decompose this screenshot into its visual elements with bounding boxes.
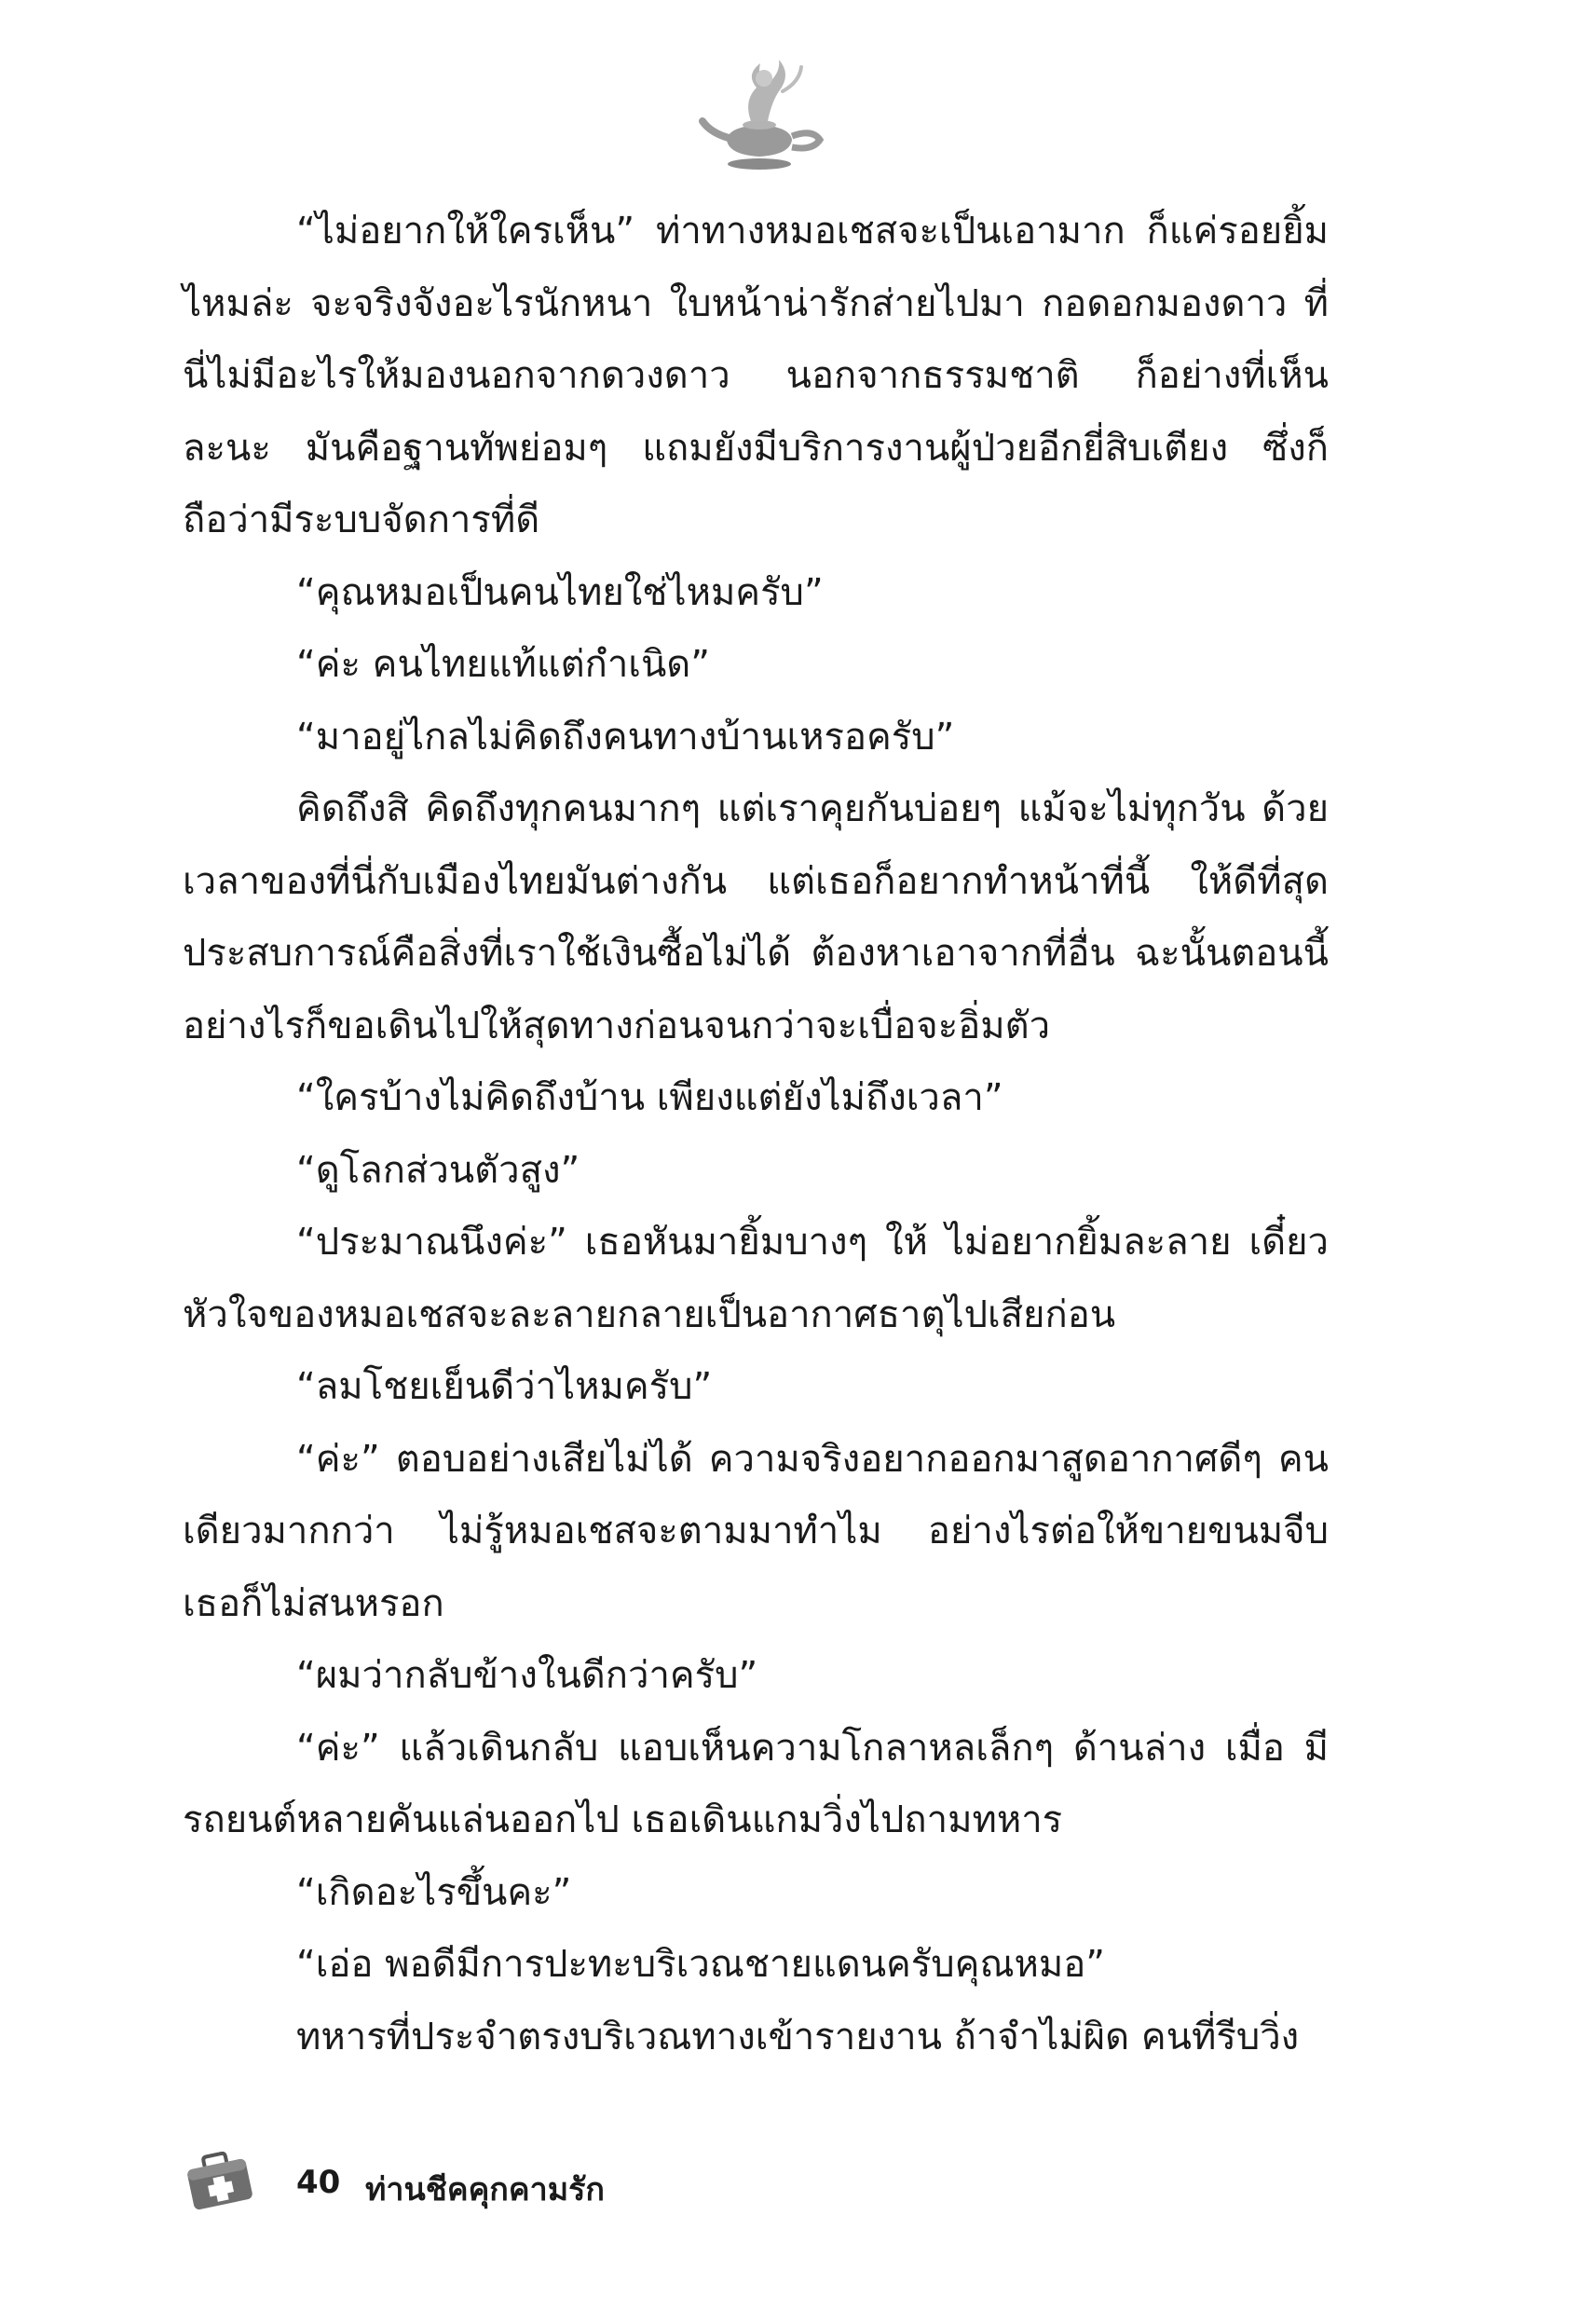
paragraph: “ค่ะ” แล้วเดินกลับ แอบเห็นความโกลาหลเล็กๆ ด้านล่าง เมื่อ มีรถยนต์หลายคันแล่นออกไป เธอเดินแกมวิ่งไปถามทหาร xyxy=(183,1726,1329,1841)
paragraph: “คุณหมอเป็นคนไทยใช่ไหมครับ” xyxy=(296,570,824,614)
page-footer xyxy=(183,2143,928,2218)
magic-lamp-icon xyxy=(689,54,829,175)
paragraph: “เอ่อ พอดีมีการปะทะบริเวณชายแดนครับคุณหมอ” xyxy=(296,1943,1106,1986)
paragraph: ทหารที่ประจำตรงบริเวณทางเข้ารายงาน ถ้าจำไม่ผิด คนที่รีบวิ่ง xyxy=(296,2015,1300,2058)
paragraph: “ใครบ้างไม่คิดถึงบ้าน เพียงแต่ยังไม่ถึงเวลา” xyxy=(296,1076,1003,1119)
paragraph: “ผมว่ากลับข้างในดีกว่าครับ” xyxy=(296,1654,758,1697)
body-text xyxy=(183,196,1329,2073)
book-title: ท่านชีคคุกคามรัก xyxy=(365,2171,605,2208)
medical-bag-icon xyxy=(183,2143,257,2218)
paragraph: “ค่ะ” ตอบอย่างเสียไม่ได้ ความจริงอยากออกมาสูดอากาศดีๆ คนเดียวมากกว่า ไม่รู้หมอเชสจะตามมาทำไม อย่างไรต่อให้ขายขนมจีบ เธอก็ไม่สนหรอก xyxy=(183,1437,1329,1625)
paragraph: “ประมาณนึงค่ะ” เธอหันมายิ้มบางๆ ให้ ไม่อยากยิ้มละลาย เดี๋ยวหัวใจของหมอเชสจะละลายกลายเป็นอากาศธาตุไปเสียก่อน xyxy=(183,1221,1329,1336)
paragraph: “มาอยู่ไกลไม่คิดถึงคนทางบ้านเหรอครับ” xyxy=(296,715,955,759)
paragraph: “เกิดอะไรขึ้นคะ” xyxy=(296,1870,572,1914)
paragraph: คิดถึงสิ คิดถึงทุกคนมากๆ แต่เราคุยกันบ่อยๆ แม้จะไม่ทุกวัน ด้วยเวลาของที่นี่กับเมืองไทยมันต่างกัน แต่เธอก็อยากทำหน้าที่นี้ ให้ดีที่สุด ประสบการณ์คือสิ่งที่เราใช้เงินซื้อไม่ได้ ต้องหาเอาจากที่อื่น ฉะนั้นตอนนี้อย่างไรก็ขอเดินไปให้สุดทางก่อนจนกว่าจะเบื่อจะอิ่มตัว xyxy=(183,787,1329,1047)
page-number: 40 xyxy=(296,2164,341,2201)
paragraph: “ลมโชยเย็นดีว่าไหมครับ” xyxy=(296,1365,713,1408)
paragraph: “ดูโลกส่วนตัวสูง” xyxy=(296,1148,580,1192)
paragraph: “ไม่อยากให้ใครเห็น” ท่าทางหมอเชสจะเป็นเอามาก ก็แค่รอยยิ้ม ไหมล่ะ จะจริงจังอะไรนักหนา ใบหน้าน่ารักส่ายไปมา กอดอกมองดาว ที่นี่ไม่มีอะไรให้มองนอกจากดวงดาว นอกจากธรรมชาติ ก็อย่างที่เห็น ละนะ มันคือฐานทัพย่อมๆ แถมยังมีบริการงานผู้ป่วยอีกยี่สิบเตียง ซึ่งก็ถือว่ามีระบบจัดการที่ดี xyxy=(183,210,1329,541)
paragraph: “ค่ะ คนไทยแท้แต่กำเนิด” xyxy=(296,643,711,686)
